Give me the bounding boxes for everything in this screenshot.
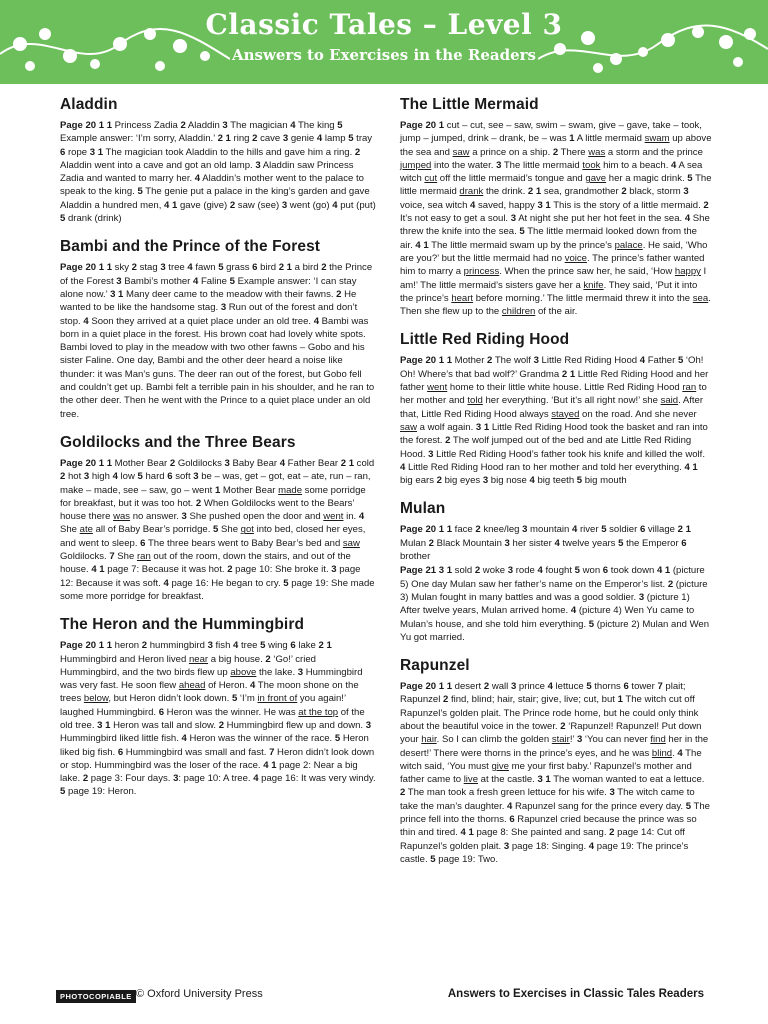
photocopiable-badge: PHOTOCOPIABLE (56, 990, 136, 1003)
section-text: Page 20 1 1 Mother Bear 2 Goldilocks 3 Baby Bear 4 Father Bear 2 1 cold 2 hot 3 high 4 low 5 hard 6 soft 3 be – was, get – got, eat – ate, run – ran, make – made, see – saw, go – went 1 Mother Bear made some porridge for breakfast, but it was too hot. 2 When Goldilocks went to the Bears’ house there was no answer. 3 She pushed open the door and went in. 4 She ate all of Baby Bear’s porridge. 5 She got into bed, closed her eyes, and went to sleep. 6 The three bears went to Baby Bear’s bed and saw Goldilocks. 7 She ran out of the room, down the stairs, and out of the house. 4 1 page 7: Because it was hot. 2 page 10: She broke it. 3 page 12: Because it was soft. 4 page 16: He began to cry. 5 page 19: She made some more porridge for breakfast. (60, 457, 375, 602)
section-text: Page 20 1 1 Princess Zadia 2 Aladdin 3 The magician 4 The king 5 Example answer: ‘I’m sorry, Aladdin.’ 2 1 ring 2 cave 3 genie 4 lamp 5 tray 6 rope 3 1 The magician took Aladdin to the hills and gave him a ring. 2 Aladdin went into a cave and got an old lamp. 3 Aladdin saw Princess Zadia and wanted to marry her. 4 Aladdin’s mother went to the palace to speak to the king. 5 The genie put a palace in the king’s garden and gave Aladdin a hundred men, 4 1 gave (give) 2 saw (see) 3 went (go) 4 put (put) 5 drank (drink) (60, 120, 376, 225)
section-little-mermaid (400, 92, 712, 318)
section-title: The Little Mermaid (400, 96, 539, 113)
section-rapunzel (400, 653, 712, 866)
page-title: Classic Tales – Level 3 (205, 8, 563, 41)
footer-title: Answers to Exercises in Classic Tales Readers (447, 988, 704, 1000)
header-banner (0, 0, 768, 84)
footer (0, 988, 768, 1008)
section-title: The Heron and the Hummingbird (60, 616, 305, 634)
publisher-credit: © Oxford University Press (136, 988, 263, 1000)
section-title: Goldilocks and the Three Bears (60, 433, 296, 451)
section-mulan (400, 496, 712, 644)
section-text: Page 20 1 1 sky 2 stag 3 tree 4 fawn 5 grass 6 bird 2 1 a bird 2 the Prince of the Forest 3 Bambi’s mother 4 Faline 5 Example answer: ‘I can stay alone now.’ 3 1 Many deer came to the meadow with their fawns. 2 He wanted to be like the handsome stag. 3 Run out of the forest and don’t stop. 4 Soon they arrived at a quiet place under an old tree. 4 Bambi was born in a quiet place in the forest. His brown coat had lovely white spots. Bambi loved to play in the meadow with two other fawns – Gobo and his sister Faline. One day, Bambi and the other deer heard a noise like thunder: it was Man’s guns. The deer ran out of the forest, but Gobo fell and couldn’t get up. Bambi felt a terrible pain in his shoulder, and he ran to the other deer. Then he went with the Prince to a quiet place under an old tree. (60, 262, 375, 420)
section-text: Page 20 1 1 desert 2 wall 3 prince 4 lettuce 5 thorns 6 tower 7 plait; Rapunzel 2 find, blind; hair, stair; give, live; cut, but 1 The witch cut off Rapunzel’s golden plait. The Prince rode home, but he could only think about the beautiful voice in the tower. 2 ‘Rapunzel! Rapunzel! Put down your hair. So I can climb the golden stair!’ 3 ‘You can never find her in the desert!’ There were thorns in the prince’s eyes, and he was blind. 4 The witch said, ‘You must give me your first baby.’ Rapunzel’s mother and father came to live at the castle. 3 1 The woman wanted to eat a lettuce. 2 The man took a fresh green lettuce for his wife. 3 The witch came to take the man’s daughter. 4 Rapunzel sang for the prince every day. 5 The prince fell into the thorns. 6 Rapunzel cried because the prince was so thin and tired. 4 1 page 8: She painted and sang. 2 page 14: Cut off Rapunzel’s golden plait. 3 page 18: Singing. 4 page 19: The prince’s castle. 5 page 19: Two. (400, 681, 710, 865)
section-bambi (60, 234, 376, 421)
section-text: Page 21 3 1 sold 2 woke 3 rode 4 fought 5 won 6 took down 4 1 (picture 5) One day Mulan saw her father’s name on the Emperor’s list. 2 (picture 3) Mulan fought in many battles and was a good soldier. 3 (picture 1) After twelve years, Mulan arrived home. 4 (picture 4) Wen Yu came to Mulan’s house, and she told him everything. 5 (picture 2) Mulan and Wen Yu got married. (400, 565, 710, 643)
right-column (400, 92, 712, 875)
section-text: Page 20 1 1 face 2 knee/leg 3 mountain 4 river 5 soldier 6 village 2 1 Mulan 2 Black Mountain 3 her sister 4 twelve years 5 the Emperor 6 brother (400, 524, 691, 563)
section-text: Page 20 1 1 Mother 2 The wolf 3 Little Red Riding Hood 4 Father 5 ‘Oh! Oh! Where’s that bad wolf?’ Grandma 2 1 Little Red Riding Hood and her father went home to their little white house. Little Red Riding Hood ran to her mother and told her everything. ‘But it’s all right now!’ she said. After that, Little Red Riding Hood always stayed on the road. And she never saw a wolf again. 3 1 Little Red Riding Hood took the basket and ran into the forest. 2 The wolf jumped out of the bed and ate Little Red Riding Hood. 3 Little Red Riding Hood’s father took his knife and killed the wolf. 4 Little Red Riding Hood ran to her mother and told her everything. 4 1 big ears 2 big eyes 3 big nose 4 big teeth 5 big mouth (400, 355, 709, 487)
section-title: Aladdin (60, 96, 118, 113)
section-title: Little Red Riding Hood (400, 331, 570, 349)
section-text: Page 20 1 cut – cut, see – saw, swim – swam, give – gave, take – took, jump – jumped, drink – drank, be – was 1 A little mermaid swam up above the sea and saw a prince on a ship. 2 There was a storm and the prince jumped into the water. 3 The little mermaid took him to a beach. 4 A sea witch cut off the little mermaid’s tongue and gave her a magic drink. 5 The little mermaid drank the drink. 2 1 sea, grandmother 2 black, storm 3 voice, sea witch 4 saved, happy 3 1 This is the story of a little mermaid. 2 It’s not easy to get a soul. 3 At night she put her hot feet in the sea. 4 She threw the knife into the sea. 5 The little mermaid looked down from the air. 4 1 The little mermaid swam up by the prince’s palace. He said, ‘Who are you?’ but the little mermaid had no voice. The prince’s father wanted him to marry a princess. When the prince saw her, he said, ‘How happy I am!’ The little mermaid’s sisters gave her a knife. They said, ‘Put it into the prince’s heart before morning.’ The little mermaid threw it into the sea. Then she flew up to the children of the air. (400, 120, 712, 318)
section-aladdin (60, 92, 376, 225)
section-red-riding-hood (400, 327, 712, 487)
section-title: Mulan (400, 500, 446, 518)
section-title: Rapunzel (400, 657, 470, 675)
section-title: Bambi and the Prince of the Forest (60, 238, 321, 256)
page-subtitle: Answers to Exercises in the Readers (231, 46, 536, 64)
section-goldilocks (60, 430, 376, 603)
left-column (60, 92, 376, 808)
section-heron (60, 612, 376, 799)
section-text: Page 20 1 1 heron 2 hummingbird 3 fish 4 tree 5 wing 6 lake 2 1 Hummingbird and Heron lived near a big house. 2 ‘Go!’ cried Hummingbird, and the two birds flew up above the lake. 3 Hummingbird was very fast. He soon flew ahead of Heron. 4 The moon shone on the trees below, but Heron didn’t look down. 5 ‘I’m in front of you again!’ laughed Hummingbird. 6 Heron was the winner. He was at the top of the old tree. 3 1 Heron was tall and slow. 2 Hummingbird flew up and down. 3 Hummingbird liked little fish. 4 Heron was the winner of the race. 5 Heron liked big fish. 6 Hummingbird was small and fast. 7 Heron didn’t look down or stop. Hummingbird was the loser of the race. 4 1 page 2: Near a big lake. 2 page 3: Four days. 3: page 10: A tree. 4 page 16: It was very windy. 5 page 19: Heron. (60, 640, 376, 798)
